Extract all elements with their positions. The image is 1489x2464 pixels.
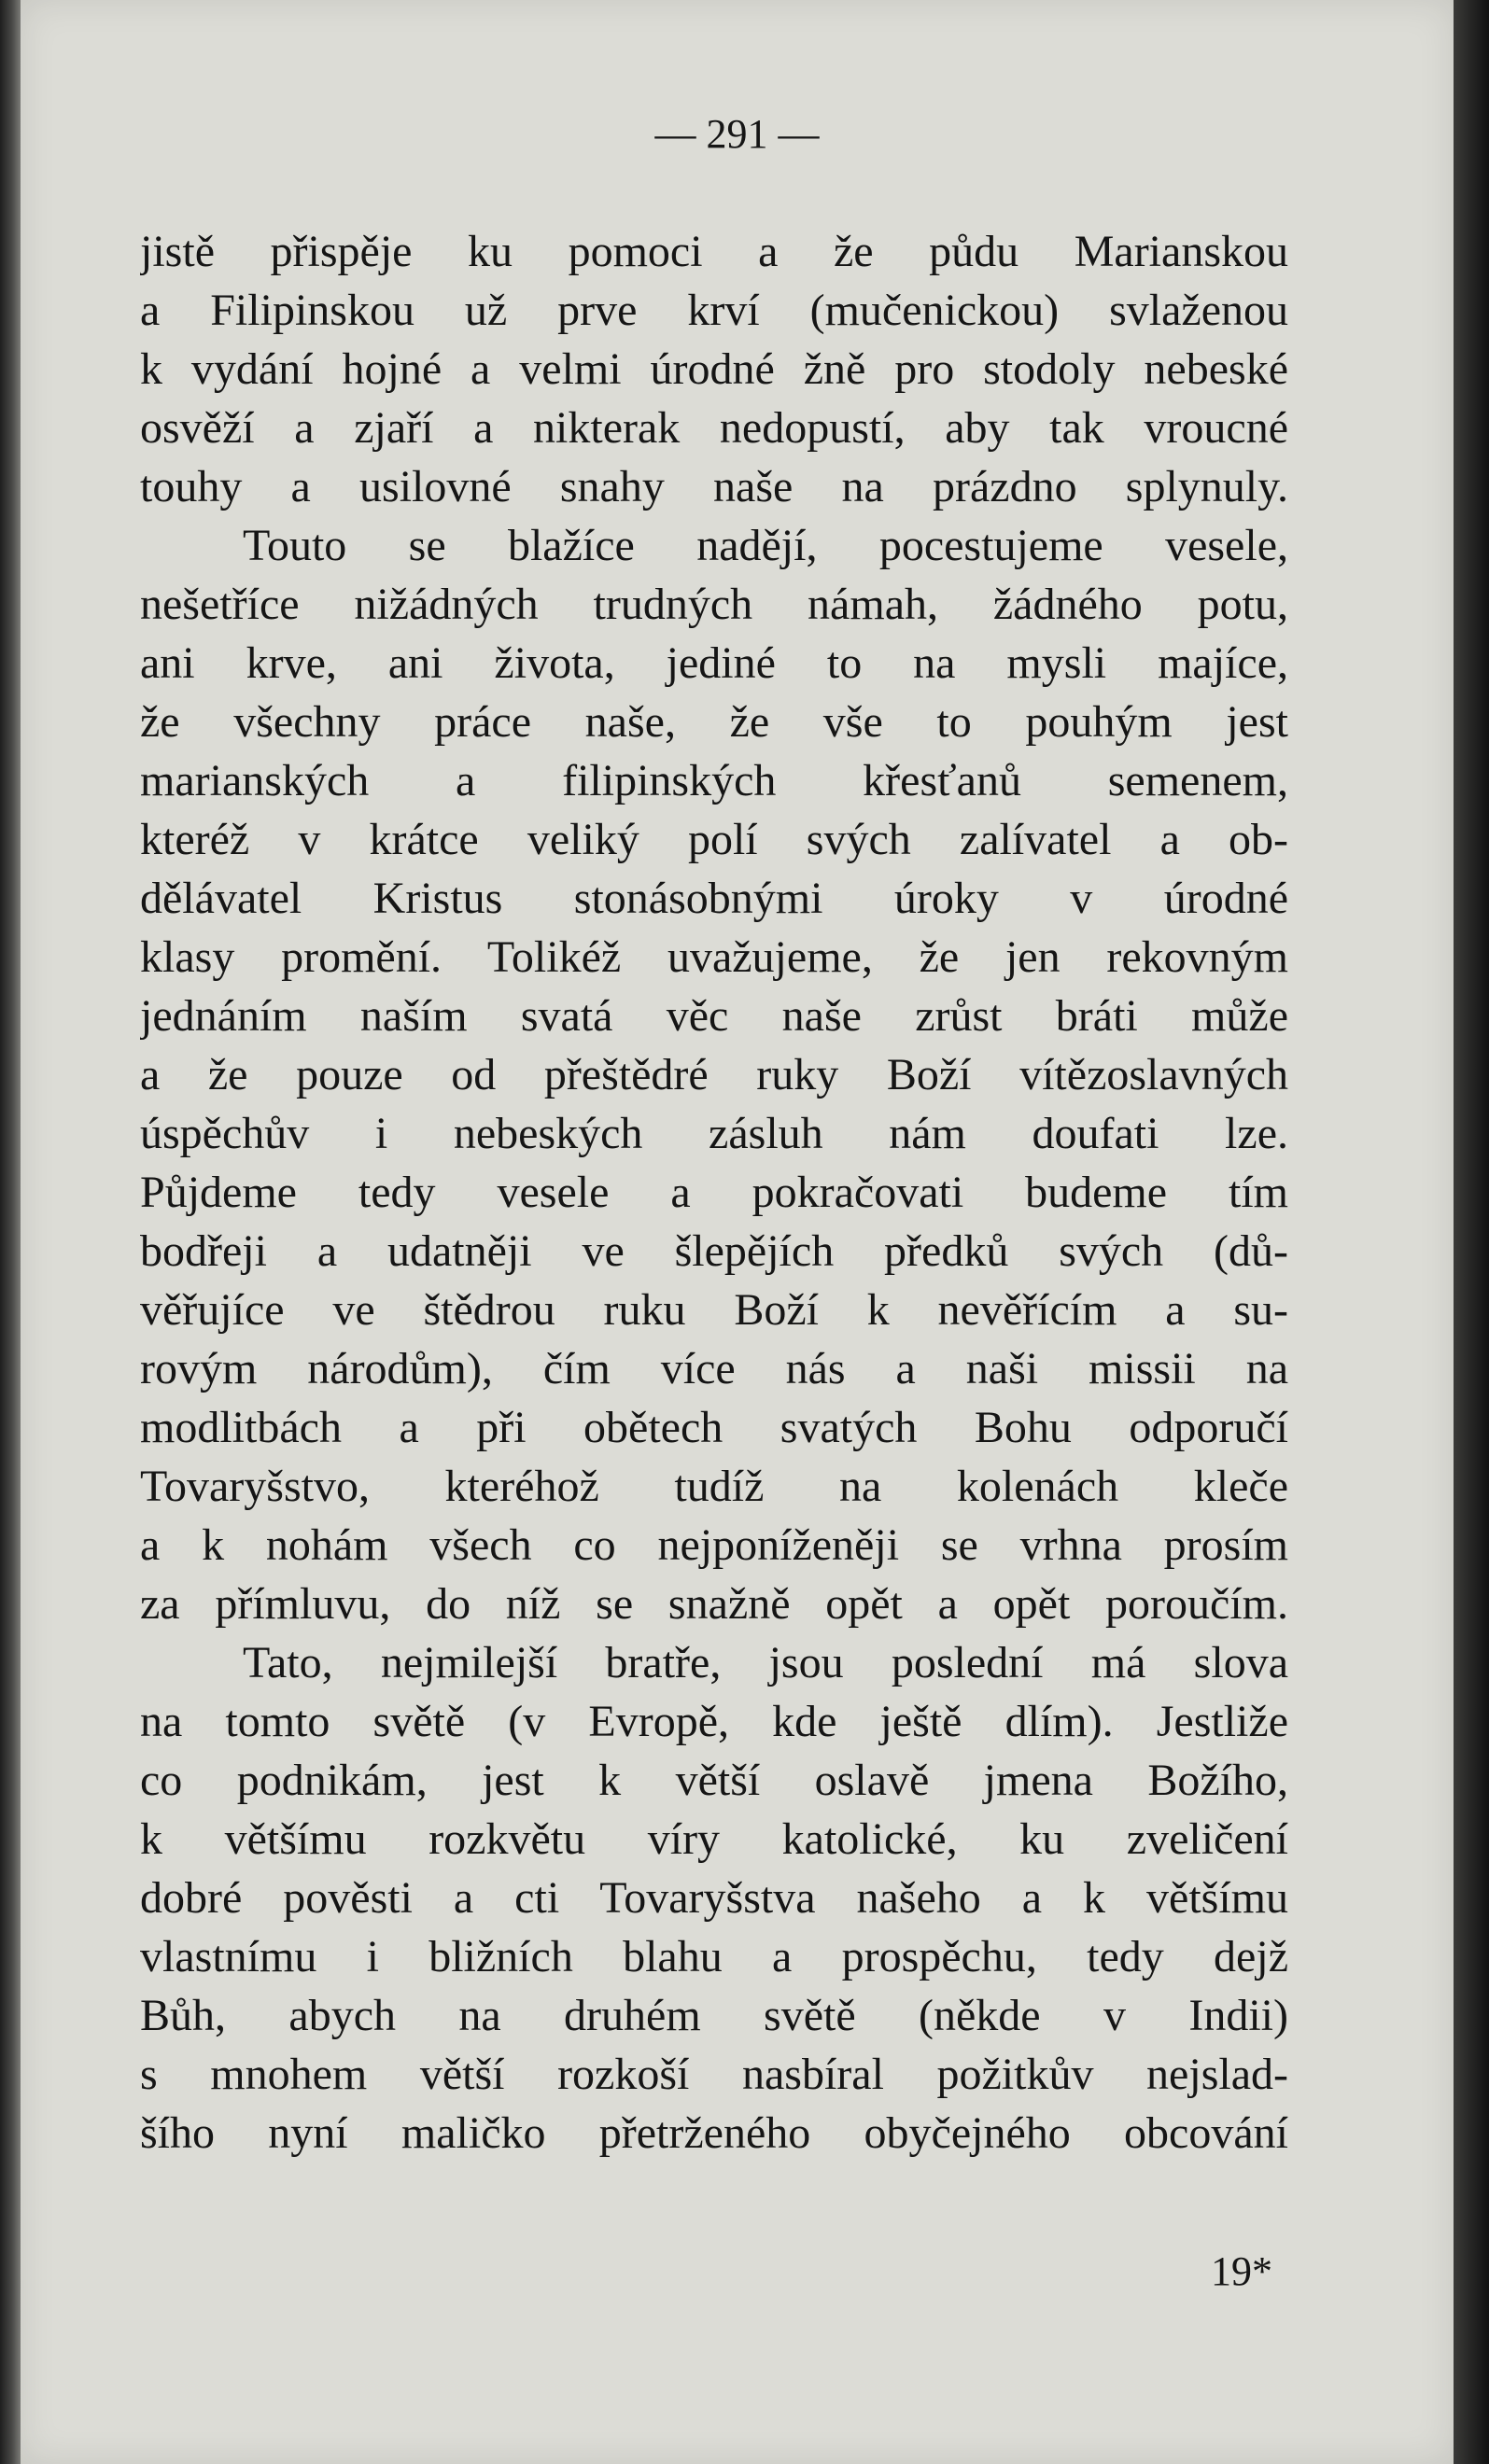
text-line: Tato, nejmilejší bratře, jsou poslední má slova [243, 1638, 1288, 1687]
text-line: na tomto světě (v Evropě, kde ještě dlím). Jestliže [140, 1697, 1288, 1746]
text-line: jistě přispěje ku pomoci a že půdu Marianskou [140, 227, 1288, 276]
text-line: k většímu rozkvětu víry katolické, ku zveličení [140, 1814, 1288, 1864]
text-line: a Filipinskou už prve krví (mučenickou) svlaženou [140, 286, 1288, 335]
text-line: vlastnímu i bližních blahu a prospěchu, tedy dejž [140, 1932, 1288, 1981]
page-number-header: — 291 — [654, 111, 820, 157]
text-line: a k nohám všech co nejponíženěji se vrhna prosím [140, 1520, 1288, 1570]
text-line: dělávatel Kristus stonásobnými úroky v úrodné [140, 874, 1288, 923]
text-line: rovým národům), čím více nás a naši missii na [140, 1344, 1288, 1393]
text-line: Bůh, abych na druhém světě (někde v Indii) [140, 1991, 1288, 2040]
book-spine-shadow [0, 0, 21, 2464]
text-line: jednáním naším svatá věc naše zrůst bráti může [140, 991, 1288, 1041]
text-line: šího nyní maličko přetrženého obyčejného obcování [140, 2108, 1288, 2158]
text-line: modlitbách a při obětech svatých Bohu odporučí [140, 1403, 1288, 1452]
text-line: Touto se blažíce nadějí, pocestujeme vesele, [243, 521, 1288, 570]
text-line: Tovaryšstvo, kteréhož tudíž na kolenách kleče [140, 1462, 1288, 1511]
text-line: klasy promění. Tolikéž uvažujeme, že jen rekovným [140, 932, 1288, 982]
text-line: co podnikám, jest k větší oslavě jmena Božího, [140, 1756, 1288, 1805]
text-line: úspěchův i nebeských zásluh nám doufati lze. [140, 1109, 1288, 1158]
text-line: osvěží a zjaří a nikterak nedopustí, aby tak vroucné [140, 403, 1288, 453]
text-line: marianských a filipinských křesťanů semenem, [140, 756, 1288, 805]
text-line: že všechny práce naše, že vše to pouhým jest [140, 697, 1288, 747]
body-text [140, 222, 1288, 2163]
text-line: ani krve, ani života, jediné to na mysli majíce, [140, 638, 1288, 688]
signature-mark: 19* [1211, 2248, 1272, 2294]
text-line: kteréž v krátce veliký polí svých zalívatel a ob- [140, 815, 1288, 864]
text-line: za přímluvu, do níž se snažně opět a opět poroučím. [140, 1579, 1288, 1629]
page-edge-shadow [1454, 0, 1489, 2464]
text-line: bodřeji a udatněji ve šlepějích předků svých (dů- [140, 1226, 1288, 1276]
text-line: s mnohem větší rozkoší nasbíral požitkův nejslad- [140, 2050, 1288, 2099]
text-line: věřujíce ve štědrou ruku Boží k nevěřícím a su- [140, 1285, 1288, 1335]
text-line: Půjdeme tedy vesele a pokračovati budeme tím [140, 1168, 1288, 1217]
text-line: k vydání hojné a velmi úrodné žně pro stodoly nebeské [140, 344, 1288, 394]
text-line: dobré pověsti a cti Tovaryšstva našeho a k většímu [140, 1873, 1288, 1923]
text-line: nešetříce nižádných trudných námah, žádného potu, [140, 580, 1288, 629]
text-line: a že pouze od přeštědré ruky Boží vítězoslavných [140, 1050, 1288, 1099]
text-line: touhy a usilovné snahy naše na prázdno splynuly. [140, 462, 1288, 511]
